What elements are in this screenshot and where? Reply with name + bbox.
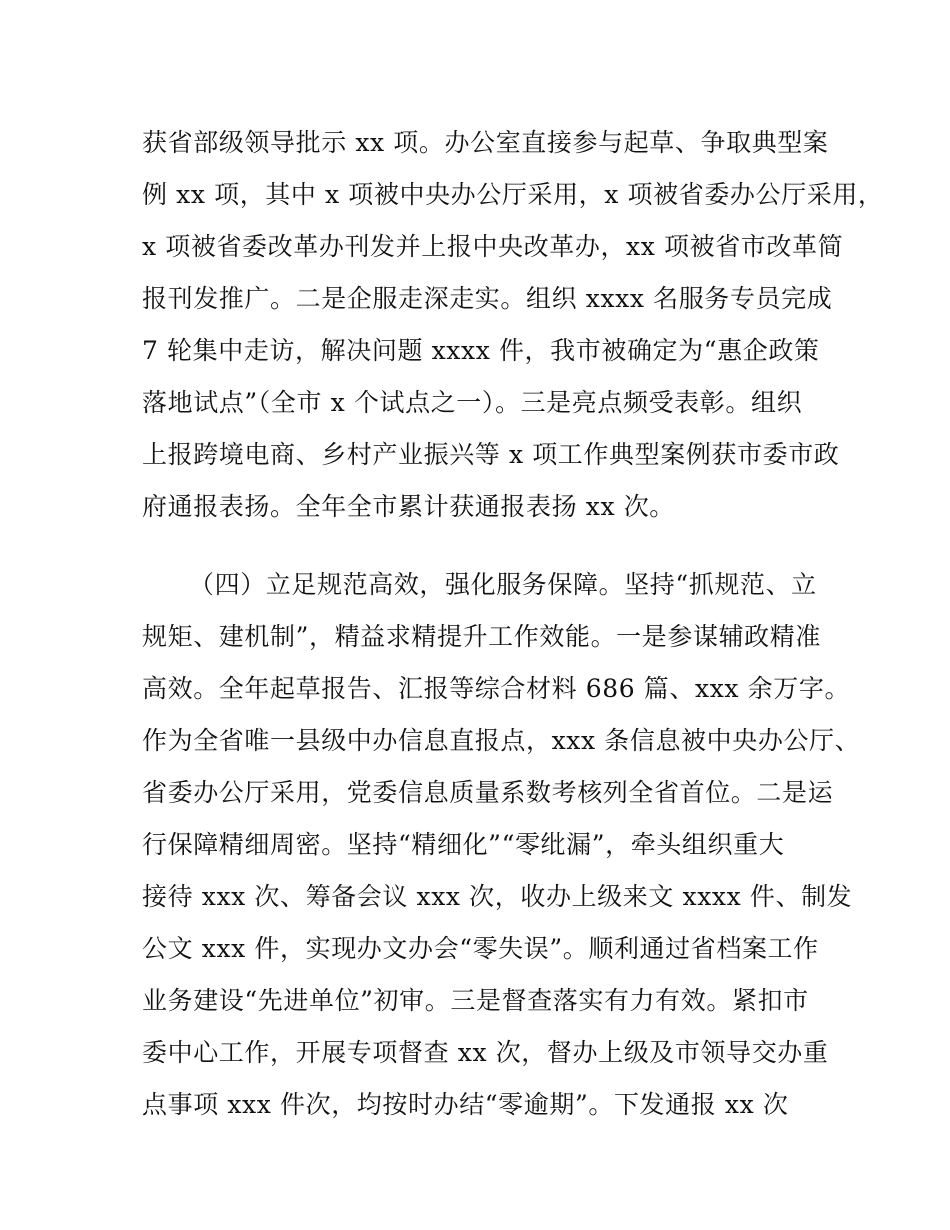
text-line: 公文 xxx 件，实现办文办会“零失误”。顺利通过省档案工作 [142,934,819,963]
section-heading-line: （四）立足规范高效，强化服务保障。坚持“抓规范、立 [189,570,817,599]
text-line: 获省部级领导批示 xx 项。办公室直接参与起草、争取典型案 [142,128,829,157]
text-line: 高效。全年起草报告、汇报等综合材料 686 篇、xxx 余万字。 [142,674,851,703]
text-line: 上报跨境电商、乡村产业振兴等 x 项工作典型案例获市委市政 [142,440,840,469]
text-line: 落地试点”（全市 x 个试点之一）。三是亮点频受表彰。组织 [142,388,803,417]
text-line: 业务建设“先进单位”初审。三是督查落实有力有效。紧扣市 [142,986,809,1015]
text-line: 点事项 xxx 件次，均按时办结“零逾期”。下发通报 xx 次 [142,1090,789,1119]
text-line: 委中心工作，开展专项督查 xx 次，督办上级及市领导交办重 [142,1038,829,1067]
text-line: 府通报表扬。全年全市累计获通报表扬 xx 次。 [142,492,675,521]
text-line: 规矩、建机制”，精益求精提升工作效能。一是参谋辅政精准 [142,622,821,651]
text-line: 7 轮集中走访，解决问题 xxxx 件，我市被确定为“惠企政策 [142,336,820,365]
text-line: 接待 xxx 次、筹备会议 xxx 次，收办上级来文 xxxx 件、制发 [142,882,853,911]
text-line: 行保障精细周密。坚持“精细化”“零纰漏”，牵头组织重大 [142,830,785,859]
text-line: 作为全省唯一县级中办信息直报点，xxx 条信息被中央办公厅、 [142,726,861,755]
text-line: 报刊发推广。二是企服走深走实。组织 xxxx 名服务专员完成 [142,284,833,313]
text-line: 例 xx 项，其中 x 项被中央办公厅采用，x 项被省委办公厅采用， [142,180,884,209]
text-line: 省委办公厅采用，党委信息质量系数考核列全省首位。二是运 [142,778,834,807]
text-line: x 项被省委改革办刊发并上报中央改革办，xx 项被省市改革简 [142,232,844,261]
